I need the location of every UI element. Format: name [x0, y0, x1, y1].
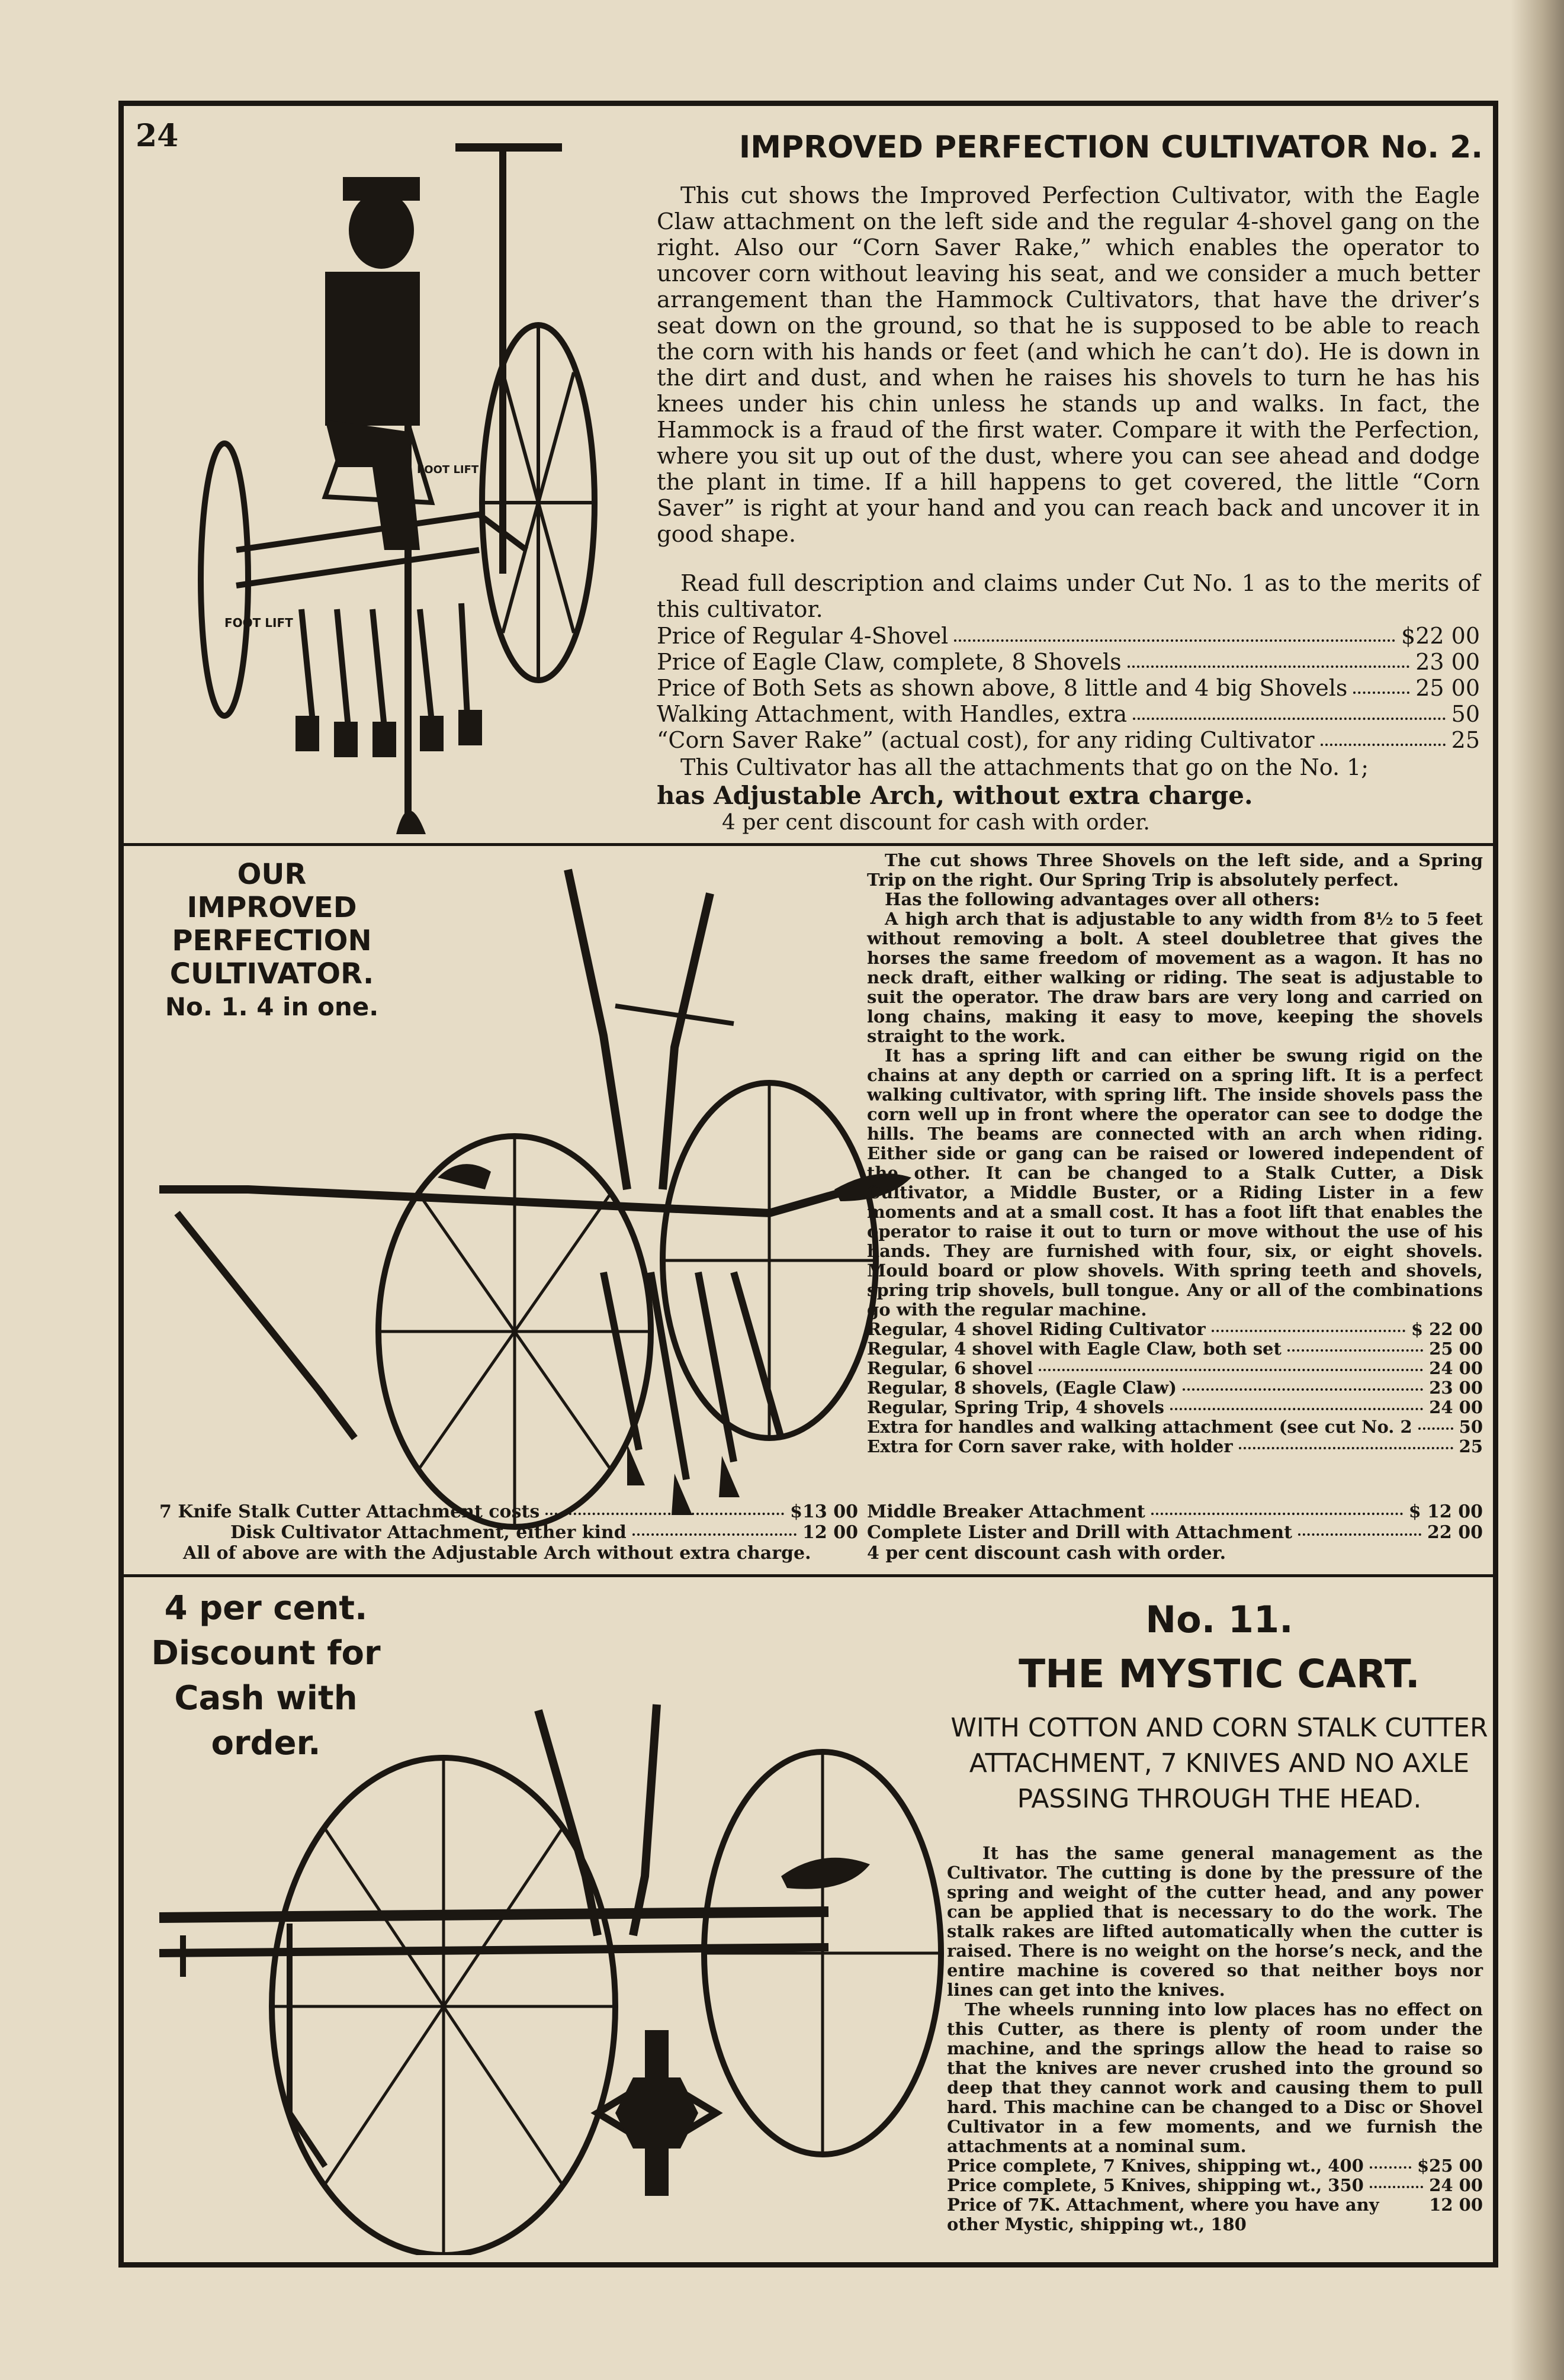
price-row: Price complete, 7 Knives, shipping wt., 400 $25 00 [947, 2156, 1483, 2176]
price-row: Regular, Spring Trip, 4 shovels 24 00 [867, 1397, 1483, 1417]
section2-left-prices [159, 1501, 858, 1564]
price-row: Extra for handles and walking attachment (see cut No. 2 50 [867, 1417, 1483, 1437]
price-row: Walking Attachment, with Handles, extra 50 [657, 701, 1480, 727]
section1-title: IMPROVED PERFECTION CULTIVATOR No. 2. [738, 130, 1483, 165]
section2-right-note: 4 per cent discount cash with order. [867, 1543, 1226, 1564]
foot-lift-label-2: FOOT LIFT [417, 464, 479, 476]
section2-advantages: Has the following advantages over all others: [885, 889, 1320, 909]
price-row: Price of 7K. Attachment, where you have any other Mystic, shipping wt., 180 12 00 [947, 2195, 1483, 2234]
section3-subtitle: WITH COTTON AND CORN STALK CUTTER ATTACHMENT, 7 KNIVES AND NO AXLE PASSING THROUGH THE HEAD. [950, 1713, 1488, 1814]
section3-number: No. 11. [1145, 1598, 1293, 1641]
section1-arch: has Adjustable Arch, without extra charge. [657, 781, 1253, 810]
section1-read-full: Read full description and claims under Cut No. 1 as to the merits of this cultivator. [657, 570, 1480, 623]
price-row: Complete Lister and Drill with Attachment 22 00 [867, 1522, 1483, 1543]
cultivator-no2-illustration [147, 136, 657, 846]
price-row: Regular, 4 shovel with Eagle Claw, both set 25 00 [867, 1339, 1483, 1359]
price-row: Regular, 4 shovel Riding Cultivator $ 22 00 [867, 1319, 1483, 1339]
section2-paragraph-2: It has a spring lift and can either be swung rigid on the chains at any depth or carried on a spring lift. It is a perfect walking cultivator, with spring lift. The inside shovels pass the corn well up in front where the operator can see to dodge the hills. The beams are connected with an arch when riding. Either side or gang can be raised or lowered independent of the other. It can be changed to a Stalk Cutter, a Disk Cultivator, a Middle Buster, or a Riding Lister in a few moments and at a small cost. It has a foot lift that enables the operator to raise it out to turn or move without the use of his hands. They are furnished with four, six, or eight shovels. Mould board or plow shovels. With spring teeth and shovels, spring trip shovels, bull tongue. Any or all of the combinations go with the regular machine. [867, 1046, 1483, 1320]
price-row: Price of Both Sets as shown above, 8 little and 4 big Shovels 25 00 [657, 675, 1480, 701]
price-row: “Corn Saver Rake” (actual cost), for any riding Cultivator 25 [657, 727, 1480, 753]
section3-text [947, 1844, 1483, 2234]
price-row: Regular, 6 shovel 24 00 [867, 1358, 1483, 1378]
price-row: Middle Breaker Attachment $ 12 00 [867, 1501, 1483, 1522]
price-row: Price of Eagle Claw, complete, 8 Shovels 23 00 [657, 649, 1480, 675]
price-row: 7 Knife Stalk Cutter Attachment costs $13 00 [159, 1501, 858, 1522]
section1-price-list [657, 623, 1480, 753]
section1-body: This cut shows the Improved Perfection Cultivator, with the Eagle Claw attachment on the left side and the regular 4-shovel gang on the right. Also our “Corn Saver Rake,” which enables the operator to uncover corn without leaving his seat, and we consider a much better arrangement than the Hammock Cultivators, that have the driver’s seat down on the ground, so that he is supposed to be able to reach the corn with his hands or feet (and which he can’t do). He is down in the dirt and dust, and when he raises his shovels to turn he has his knees under his chin unless he stands up and walks. In fact, the Hammock is a fraud of the first water. Compare it with the Perfection, where you sit up out of the dust, where you can see ahead and dodge the plant in time. If a hill happens to get covered, the little “Corn Saver” is right at your hand and you can reach back and uncover it in good shape. [657, 182, 1480, 548]
price-row: Extra for Corn saver rake, with holder 25 [867, 1436, 1483, 1456]
foot-lift-label-1: FOOT LIFT [224, 616, 293, 630]
page-edge [1511, 0, 1564, 2380]
section3-paragraph-1: It has the same general management as the Cultivator. The cutting is done by the pressure of the spring and weight of the cutter head, and any power can be applied that is necessary to do the work. The stalk rakes are lifted automatically when the cutter is raised. There is no weight on the horse’s neck, and the entire machine is covered so that neither boys nor lines can get into the knives. [947, 1843, 1483, 2000]
section3-discount: 4 per cent. Discount for Cash with order. [151, 1589, 381, 1763]
section2-price-list [867, 1320, 1483, 1456]
section2-intro: The cut shows Three Shovels on the left side, and a Spring Trip on the right. Our Spring Trip is absolutely perfect. [867, 850, 1483, 890]
section2-paragraph-1: A high arch that is adjustable to any width from 8½ to 5 feet without removing a bolt. A steel doubletree that gives the horses the same freedom of movement as a wagon. It has no neck draft, either walking or riding. The seat is adjustable to suit the operator. The draw bars are very long and carried on long chains, making it easy to move, keeping the shovels straight to the work. [867, 909, 1483, 1046]
cultivator-no1-illustration [142, 858, 959, 1598]
section2-right-prices [867, 1501, 1483, 1564]
section-divider-2 [124, 1574, 1493, 1577]
section-divider-1 [124, 843, 1493, 846]
price-row: Price complete, 5 Knives, shipping wt., 350 24 00 [947, 2175, 1483, 2195]
section1-discount: 4 per cent discount for cash with order. [722, 811, 1150, 835]
mystic-cart-illustration [147, 1699, 953, 2255]
section3-paragraph-2: The wheels running into low places has no effect on this Cutter, as there is plenty of room under the machine, and the springs allow the head to raise so that the knives are never crushed into the ground so deep that they cannot work and causing them to pull hard. This machine can be changed to a Disc or Shovel Cultivator in a few moments, and we furnish the attachments at a nominal sum. [947, 1999, 1483, 2156]
section3-price-list [947, 2156, 1483, 2234]
catalog-page-frame [118, 101, 1498, 2268]
section3-title: THE MYSTIC CART. [1019, 1651, 1420, 1697]
price-row: Disk Cultivator Attachment, either kind 12 00 [230, 1522, 858, 1543]
section2-text [867, 851, 1483, 1456]
section2-title: OUR IMPROVED PERFECTION CULTIVATOR. No. 1. 4 in one. [165, 858, 379, 1021]
price-row: Regular, 8 shovels, (Eagle Claw) 23 00 [867, 1378, 1483, 1398]
page-number: 24 [136, 118, 179, 154]
section2-left-note: All of above are with the Adjustable Arch without extra charge. [183, 1543, 811, 1564]
price-row: Price of Regular 4-Shovel $22 00 [657, 623, 1480, 649]
section1-note: This Cultivator has all the attachments that go on the No. 1; [680, 754, 1369, 780]
